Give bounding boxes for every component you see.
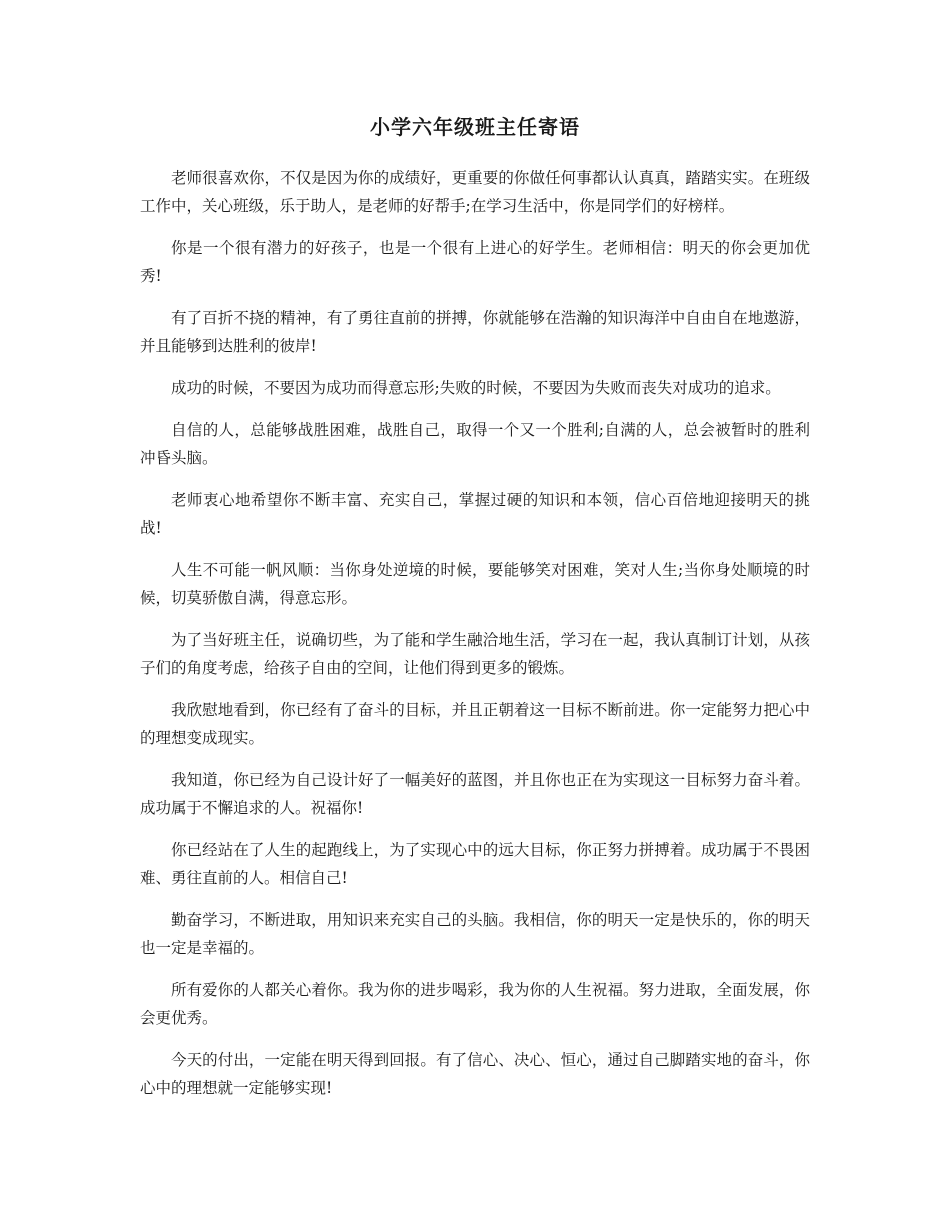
paragraph: 成功的时候，不要因为成功而得意忘形;失败的时候，不要因为失败而丧失对成功的追求。 (171, 379, 781, 397)
paragraph: 我欣慰地看到，你已经有了奋斗的目标，并且正朝着这一目标不断前进。你一定能努力把心中的理想变成现实。 (140, 701, 810, 747)
paragraph: 有了百折不挠的精神，有了勇往直前的拼搏，你就能够在浩瀚的知识海洋中自由自在地遨游，并且能够到达胜利的彼岸! (140, 309, 810, 355)
paragraph: 所有爱你的人都关心着你。我为你的进步喝彩，我为你的人生祝福。努力进取，全面发展，你会更优秀。 (140, 981, 810, 1027)
paragraph: 老师衷心地希望你不断丰富、充实自己，掌握过硬的知识和本领，信心百倍地迎接明天的挑战! (140, 491, 810, 537)
paragraph: 为了当好班主任，说确切些，为了能和学生融洽地生活，学习在一起，我认真制订计划，从孩子们的角度考虑，给孩子自由的空间，让他们得到更多的锻炼。 (140, 631, 810, 677)
paragraph: 勤奋学习，不断进取，用知识来充实自己的头脑。我相信，你的明天一定是快乐的，你的明天也一定是幸福的。 (140, 911, 810, 957)
paragraph: 今天的付出，一定能在明天得到回报。有了信心、决心、恒心，通过自己脚踏实地的奋斗，你心中的理想就一定能够实现! (140, 1051, 810, 1097)
paragraph: 人生不可能一帆风顺：当你身处逆境的时候，要能够笑对困难，笑对人生;当你身处顺境的时候，切莫骄傲自满，得意忘形。 (140, 561, 810, 607)
document-title: 小学六年级班主任寄语 (370, 115, 580, 139)
document-body (140, 164, 810, 1102)
paragraph: 你是一个很有潜力的好孩子，也是一个很有上进心的好学生。老师相信：明天的你会更加优秀! (140, 239, 810, 285)
paragraph: 我知道，你已经为自己设计好了一幅美好的蓝图，并且你也正在为实现这一目标努力奋斗着。成功属于不懈追求的人。祝福你! (140, 771, 810, 817)
paragraph: 你已经站在了人生的起跑线上，为了实现心中的远大目标，你正努力拼搏着。成功属于不畏困难、勇往直前的人。相信自己! (140, 841, 810, 887)
paragraph: 老师很喜欢你，不仅是因为你的成绩好，更重要的你做任何事都认认真真，踏踏实实。在班级工作中，关心班级，乐于助人，是老师的好帮手;在学习生活中，你是同学们的好榜样。 (140, 169, 810, 215)
paragraph: 自信的人，总能够战胜困难，战胜自己，取得一个又一个胜利;自满的人，总会被暂时的胜利冲昏头脑。 (140, 421, 810, 467)
